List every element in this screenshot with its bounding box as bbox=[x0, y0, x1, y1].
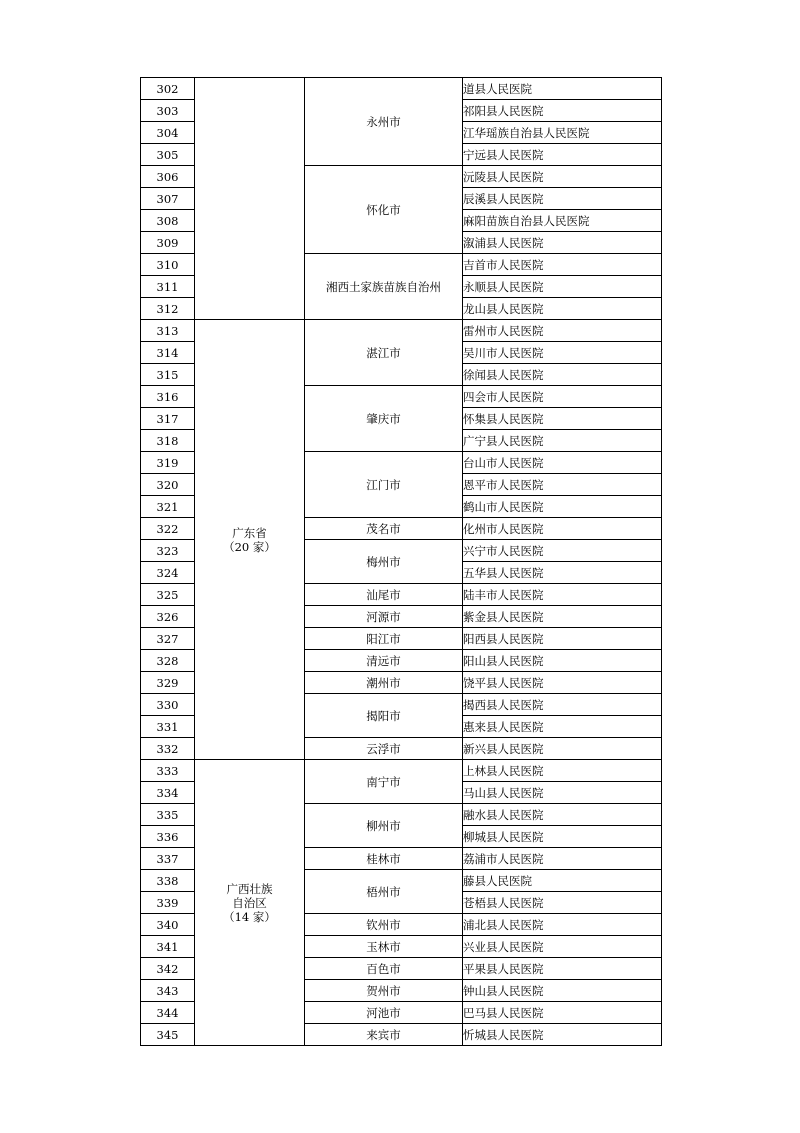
hospital-name: 融水县人民医院 bbox=[463, 804, 662, 826]
city-cell: 湛江市 bbox=[305, 320, 463, 386]
hospital-name: 辰溪县人民医院 bbox=[463, 188, 662, 210]
hospital-name: 溆浦县人民医院 bbox=[463, 232, 662, 254]
city-cell: 茂名市 bbox=[305, 518, 463, 540]
hospital-name: 巴马县人民医院 bbox=[463, 1002, 662, 1024]
hospital-name: 苍梧县人民医院 bbox=[463, 892, 662, 914]
row-number: 337 bbox=[141, 848, 195, 870]
hospital-name: 恩平市人民医院 bbox=[463, 474, 662, 496]
hospital-name: 忻城县人民医院 bbox=[463, 1024, 662, 1046]
hospital-name: 揭西县人民医院 bbox=[463, 694, 662, 716]
row-number: 344 bbox=[141, 1002, 195, 1024]
row-number: 335 bbox=[141, 804, 195, 826]
row-number: 332 bbox=[141, 738, 195, 760]
row-number: 329 bbox=[141, 672, 195, 694]
city-cell: 汕尾市 bbox=[305, 584, 463, 606]
hospital-name: 怀集县人民医院 bbox=[463, 408, 662, 430]
row-number: 304 bbox=[141, 122, 195, 144]
row-number: 310 bbox=[141, 254, 195, 276]
hospital-name: 沅陵县人民医院 bbox=[463, 166, 662, 188]
hospital-name: 紫金县人民医院 bbox=[463, 606, 662, 628]
row-number: 314 bbox=[141, 342, 195, 364]
hospital-name: 广宁县人民医院 bbox=[463, 430, 662, 452]
hospital-name: 江华瑶族自治县人民医院 bbox=[463, 122, 662, 144]
hospital-name: 柳城县人民医院 bbox=[463, 826, 662, 848]
city-cell: 云浮市 bbox=[305, 738, 463, 760]
city-cell: 怀化市 bbox=[305, 166, 463, 254]
hospital-name: 上林县人民医院 bbox=[463, 760, 662, 782]
province-cell bbox=[195, 760, 305, 1046]
row-number: 303 bbox=[141, 100, 195, 122]
table-row bbox=[141, 320, 662, 342]
row-number: 342 bbox=[141, 958, 195, 980]
row-number: 307 bbox=[141, 188, 195, 210]
hospital-name: 陆丰市人民医院 bbox=[463, 584, 662, 606]
hospital-name: 五华县人民医院 bbox=[463, 562, 662, 584]
hospital-name: 马山县人民医院 bbox=[463, 782, 662, 804]
row-number: 313 bbox=[141, 320, 195, 342]
row-number: 336 bbox=[141, 826, 195, 848]
table-body bbox=[141, 78, 662, 1046]
city-cell: 贺州市 bbox=[305, 980, 463, 1002]
city-cell: 潮州市 bbox=[305, 672, 463, 694]
city-cell: 河源市 bbox=[305, 606, 463, 628]
hospital-name: 雷州市人民医院 bbox=[463, 320, 662, 342]
hospital-name: 平果县人民医院 bbox=[463, 958, 662, 980]
hospital-name: 钟山县人民医院 bbox=[463, 980, 662, 1002]
row-number: 306 bbox=[141, 166, 195, 188]
row-number: 305 bbox=[141, 144, 195, 166]
city-cell: 来宾市 bbox=[305, 1024, 463, 1046]
province-label: 广西壮族 bbox=[226, 881, 273, 896]
city-cell: 钦州市 bbox=[305, 914, 463, 936]
city-cell: 永州市 bbox=[305, 78, 463, 166]
hospital-name: 新兴县人民医院 bbox=[463, 738, 662, 760]
row-number: 327 bbox=[141, 628, 195, 650]
hospital-name: 吉首市人民医院 bbox=[463, 254, 662, 276]
table-row bbox=[141, 78, 662, 100]
row-number: 302 bbox=[141, 78, 195, 100]
city-cell: 湘西土家族苗族自治州 bbox=[305, 254, 463, 320]
row-number: 345 bbox=[141, 1024, 195, 1046]
row-number: 320 bbox=[141, 474, 195, 496]
hospital-name: 祁阳县人民医院 bbox=[463, 100, 662, 122]
province-label: （14 家） bbox=[223, 909, 276, 924]
city-cell: 河池市 bbox=[305, 1002, 463, 1024]
hospital-name: 兴业县人民医院 bbox=[463, 936, 662, 958]
hospital-table bbox=[140, 77, 662, 1046]
hospital-name: 惠来县人民医院 bbox=[463, 716, 662, 738]
row-number: 330 bbox=[141, 694, 195, 716]
city-cell: 肇庆市 bbox=[305, 386, 463, 452]
row-number: 321 bbox=[141, 496, 195, 518]
city-cell: 玉林市 bbox=[305, 936, 463, 958]
city-cell: 阳江市 bbox=[305, 628, 463, 650]
hospital-name: 龙山县人民医院 bbox=[463, 298, 662, 320]
row-number: 317 bbox=[141, 408, 195, 430]
hospital-name: 阳山县人民医院 bbox=[463, 650, 662, 672]
hospital-name: 永顺县人民医院 bbox=[463, 276, 662, 298]
row-number: 312 bbox=[141, 298, 195, 320]
hospital-name: 阳西县人民医院 bbox=[463, 628, 662, 650]
row-number: 326 bbox=[141, 606, 195, 628]
row-number: 311 bbox=[141, 276, 195, 298]
province-cell bbox=[195, 320, 305, 760]
row-number: 315 bbox=[141, 364, 195, 386]
province-cell bbox=[195, 78, 305, 320]
row-number: 322 bbox=[141, 518, 195, 540]
hospital-name: 台山市人民医院 bbox=[463, 452, 662, 474]
hospital-name: 鹤山市人民医院 bbox=[463, 496, 662, 518]
city-cell: 江门市 bbox=[305, 452, 463, 518]
city-cell: 揭阳市 bbox=[305, 694, 463, 738]
row-number: 324 bbox=[141, 562, 195, 584]
row-number: 334 bbox=[141, 782, 195, 804]
row-number: 309 bbox=[141, 232, 195, 254]
province-label: 自治区 bbox=[232, 895, 267, 910]
row-number: 323 bbox=[141, 540, 195, 562]
row-number: 316 bbox=[141, 386, 195, 408]
hospital-name: 藤县人民医院 bbox=[463, 870, 662, 892]
hospital-name: 四会市人民医院 bbox=[463, 386, 662, 408]
hospital-name: 化州市人民医院 bbox=[463, 518, 662, 540]
row-number: 319 bbox=[141, 452, 195, 474]
city-cell: 百色市 bbox=[305, 958, 463, 980]
table-row bbox=[141, 760, 662, 782]
row-number: 325 bbox=[141, 584, 195, 606]
city-cell: 清远市 bbox=[305, 650, 463, 672]
city-cell: 梅州市 bbox=[305, 540, 463, 584]
hospital-name: 宁远县人民医院 bbox=[463, 144, 662, 166]
row-number: 333 bbox=[141, 760, 195, 782]
row-number: 339 bbox=[141, 892, 195, 914]
city-cell: 南宁市 bbox=[305, 760, 463, 804]
row-number: 341 bbox=[141, 936, 195, 958]
city-cell: 桂林市 bbox=[305, 848, 463, 870]
hospital-name: 麻阳苗族自治县人民医院 bbox=[463, 210, 662, 232]
hospital-name: 浦北县人民医院 bbox=[463, 914, 662, 936]
row-number: 331 bbox=[141, 716, 195, 738]
row-number: 308 bbox=[141, 210, 195, 232]
row-number: 340 bbox=[141, 914, 195, 936]
province-label: 广东省 bbox=[232, 525, 267, 540]
city-cell: 柳州市 bbox=[305, 804, 463, 848]
province-label: （20 家） bbox=[223, 539, 276, 554]
hospital-name: 兴宁市人民医院 bbox=[463, 540, 662, 562]
row-number: 318 bbox=[141, 430, 195, 452]
row-number: 338 bbox=[141, 870, 195, 892]
row-number: 343 bbox=[141, 980, 195, 1002]
hospital-name: 道县人民医院 bbox=[463, 78, 662, 100]
hospital-name: 吴川市人民医院 bbox=[463, 342, 662, 364]
row-number: 328 bbox=[141, 650, 195, 672]
hospital-name: 饶平县人民医院 bbox=[463, 672, 662, 694]
hospital-name: 徐闻县人民医院 bbox=[463, 364, 662, 386]
hospital-name: 荔浦市人民医院 bbox=[463, 848, 662, 870]
city-cell: 梧州市 bbox=[305, 870, 463, 914]
